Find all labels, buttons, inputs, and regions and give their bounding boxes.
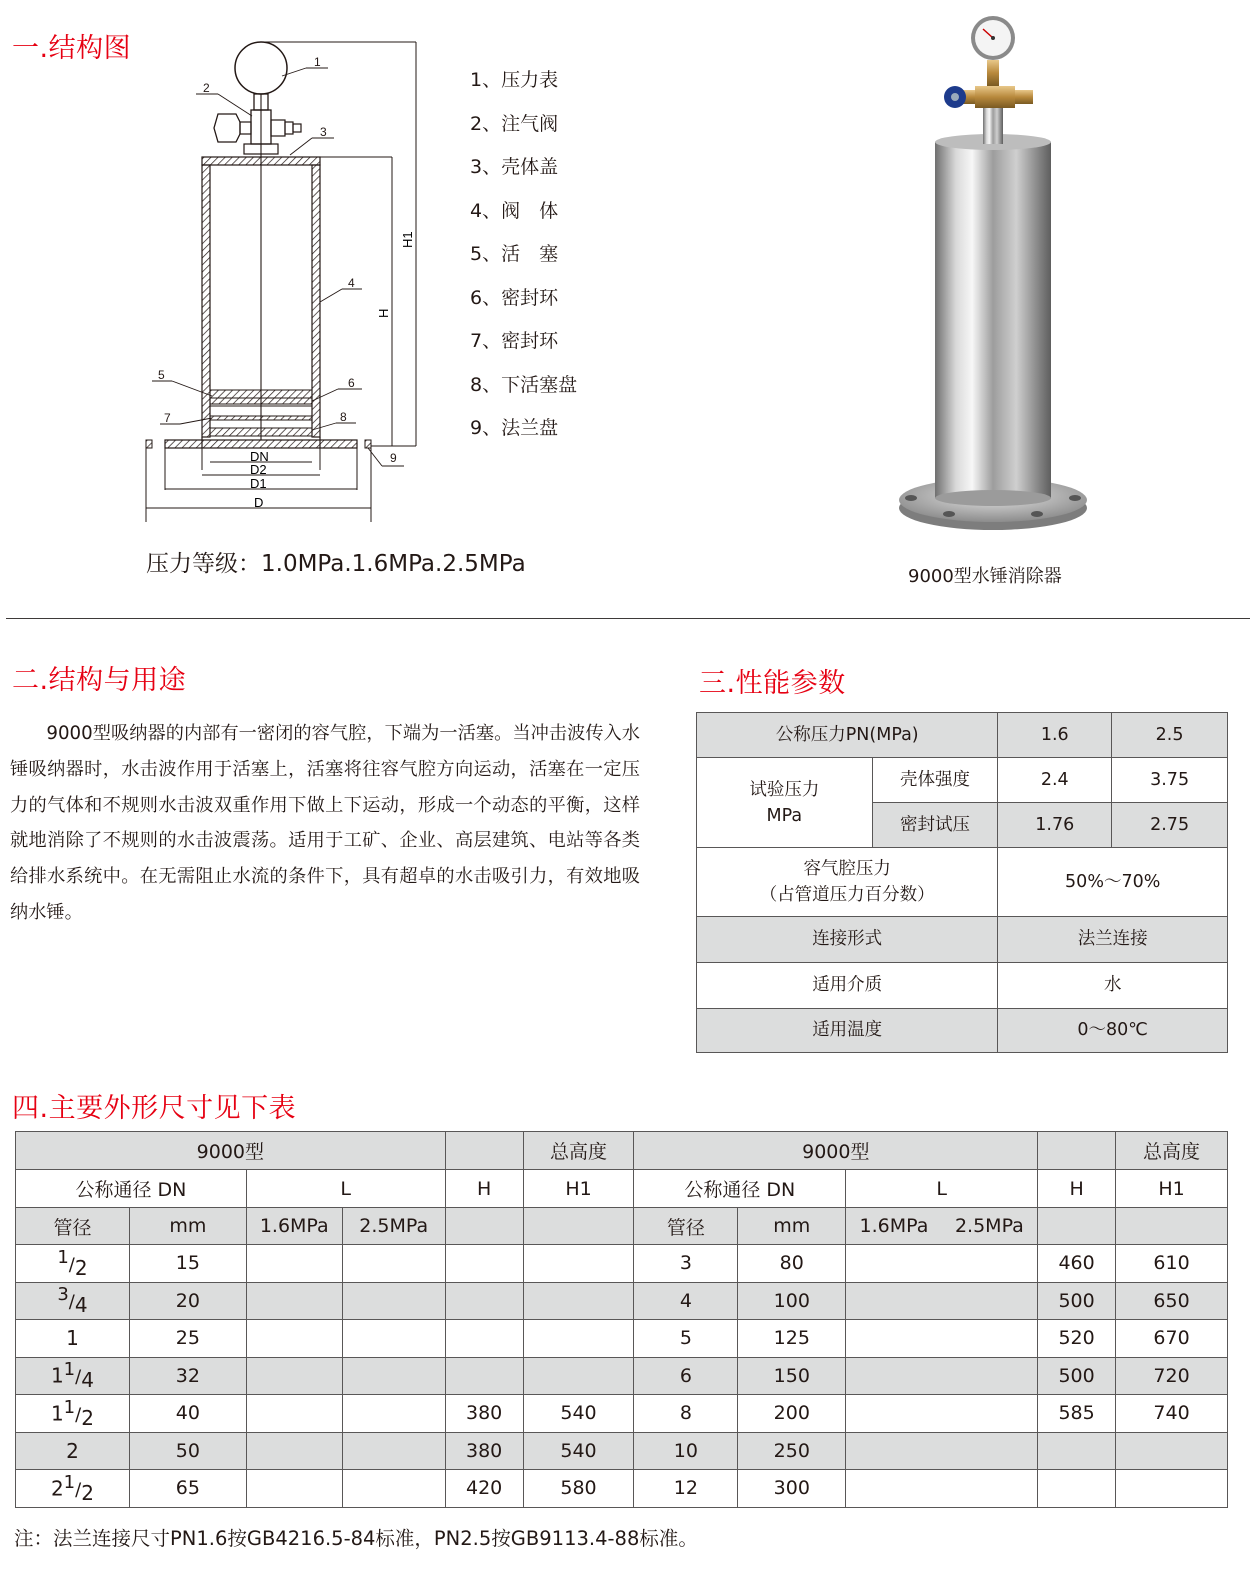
- chamber-pressure-value: 50%～70%: [998, 848, 1228, 916]
- shell-strength-label: 壳体强度: [872, 758, 998, 803]
- total-height-header: 总高度: [523, 1132, 634, 1170]
- l16-cell: [246, 1432, 342, 1470]
- connection-label: 连接形式: [697, 916, 998, 962]
- h1-cell: [523, 1245, 634, 1283]
- pipe-size-cell: [16, 1282, 130, 1320]
- table-row: [697, 916, 1228, 962]
- test-pressure-label: [697, 758, 873, 848]
- h-cell: [445, 1245, 523, 1283]
- dim-d-label: D: [254, 495, 264, 510]
- l25-header: 2.5MPa: [342, 1208, 445, 1245]
- pipe-size-denominator: 2: [81, 1480, 94, 1505]
- svg-text:3: 3: [320, 125, 327, 139]
- pipe-size-denominator: 4: [81, 1368, 94, 1393]
- blank-header: [1038, 1132, 1116, 1170]
- dim-d2-label: D2: [250, 462, 267, 477]
- dim-dn-label: DN: [250, 449, 269, 464]
- h-cell: 585: [1038, 1395, 1116, 1433]
- pressure-grades: 压力等级：1.0MPa.1.6MPa.2.5MPa: [146, 551, 526, 577]
- table-row: [697, 758, 1228, 803]
- section-divider: [6, 618, 1250, 619]
- seal-test-value: 2.75: [1112, 803, 1228, 848]
- l16-cell: [246, 1357, 342, 1395]
- svg-text:2: 2: [203, 81, 210, 95]
- svg-text:6: 6: [348, 376, 355, 390]
- legend-item: 3、壳体盖: [470, 156, 559, 178]
- structure-diagram: [130, 36, 430, 526]
- pn-label: 公称压力PN(MPa): [697, 713, 998, 758]
- mm-cell: 100: [738, 1282, 846, 1320]
- chamber-pressure-label: [697, 848, 998, 916]
- h-cell: 520: [1038, 1320, 1116, 1358]
- h1-cell: 540: [523, 1432, 634, 1470]
- section1-title: 一.结构图: [12, 33, 132, 64]
- fraction-slash: /: [75, 1479, 82, 1501]
- l-header: L: [246, 1170, 445, 1208]
- h1-cell: [1116, 1432, 1228, 1470]
- l16-cell: [846, 1432, 942, 1470]
- pipe-size-cell: 5: [634, 1320, 738, 1358]
- pipe-size-numerator: 1: [57, 1246, 69, 1268]
- l16-cell: [846, 1395, 942, 1433]
- fraction-slash: /: [75, 1404, 82, 1426]
- l25-cell: [342, 1432, 445, 1470]
- l25-cell: [942, 1245, 1038, 1283]
- description-text: 9000型吸纳器的内部有一密闭的容气腔，下端为一活塞。当冲击波传入水锤吸纳器时，水击波作用于活塞上，活塞将往容气腔方向运动，活塞在一定压力的气体和不规则水击波双重作用下做上下运动，形成一个动态的平衡，这样就地消除了不规则的水击波震荡。适用于工矿、企业、高层建筑、电站等各类给排水系统中。在无需阻止水流的条件下，具有超卓的水击吸引力，有效地吸纳水锤。: [10, 723, 640, 923]
- l25-header: 2.5MPa: [942, 1208, 1038, 1245]
- h-cell: 500: [1038, 1282, 1116, 1320]
- medium-label: 适用介质: [697, 962, 998, 1008]
- test-pressure-unit: MPa: [766, 805, 803, 826]
- h-cell: 460: [1038, 1245, 1116, 1283]
- blank-header: [445, 1132, 523, 1170]
- pipe-size-whole: 2: [50, 1476, 64, 1501]
- l25-cell: [342, 1282, 445, 1320]
- h1-cell: 540: [523, 1395, 634, 1433]
- temperature-label: 适用温度: [697, 1008, 998, 1052]
- connection-value: 法兰连接: [998, 916, 1228, 962]
- photo-caption: 9000型水锤消除器: [908, 566, 1062, 587]
- svg-text:5: 5: [158, 368, 165, 382]
- l16-cell: [846, 1320, 942, 1358]
- dim-d1-label: D1: [250, 476, 267, 491]
- h1-header: H1: [523, 1170, 634, 1208]
- svg-text:4: 4: [348, 276, 355, 290]
- pipe-size-cell: 10: [634, 1432, 738, 1470]
- h1-cell: 580: [523, 1470, 634, 1508]
- mm-cell: 40: [129, 1395, 246, 1433]
- legend-item: 8、下活塞盘: [470, 373, 578, 396]
- pipe-size-denominator: 4: [74, 1293, 88, 1318]
- pipe-size-numerator: 1: [63, 1471, 76, 1493]
- table-row: [697, 962, 1228, 1008]
- fraction-slash: /: [68, 1291, 75, 1313]
- legend-item: 2、注气阀: [470, 112, 559, 135]
- pipe-size-numerator: 3: [57, 1284, 69, 1306]
- dim-h1-label: H1: [400, 231, 415, 248]
- mm-cell: 150: [738, 1357, 846, 1395]
- h-cell: 500: [1038, 1357, 1116, 1395]
- seal-test-value: 1.76: [998, 803, 1112, 848]
- h1-cell: 610: [1116, 1245, 1228, 1283]
- pn-value: 1.6: [998, 713, 1112, 758]
- fraction-slash: /: [75, 1366, 82, 1388]
- table-row: [16, 1320, 1228, 1358]
- l16-cell: [246, 1395, 342, 1433]
- legend-item: 1、压力表: [470, 69, 559, 91]
- pipe-size-cell: [16, 1395, 130, 1433]
- l16-header: 1.6MPa: [246, 1208, 342, 1245]
- table-row: [697, 713, 1228, 758]
- pipe-size-whole: 1: [66, 1326, 79, 1351]
- h-cell: 380: [445, 1395, 523, 1433]
- h-cell: 420: [445, 1470, 523, 1508]
- legend-item: 4、阀 体: [470, 199, 559, 222]
- l-header: L: [846, 1170, 1038, 1208]
- l25-cell: [342, 1395, 445, 1433]
- l25-cell: [942, 1357, 1038, 1395]
- legend-item: 6、密封环: [470, 286, 559, 309]
- l25-cell: [342, 1470, 445, 1508]
- medium-value: 水: [998, 962, 1228, 1008]
- dn-header: 公称通径 DN: [634, 1170, 846, 1208]
- pipe-size-numerator: 1: [63, 1359, 76, 1381]
- mm-header: mm: [738, 1208, 846, 1245]
- table-row: [16, 1432, 1228, 1470]
- shell-strength-value: 3.75: [1112, 758, 1228, 803]
- l16-cell: [246, 1470, 342, 1508]
- l16-cell: [846, 1245, 942, 1283]
- pipe-size-cell: 6: [634, 1357, 738, 1395]
- table-row: [697, 1008, 1228, 1052]
- table-row: [16, 1357, 1228, 1395]
- mm-cell: 250: [738, 1432, 846, 1470]
- mm-cell: 65: [129, 1470, 246, 1508]
- mm-cell: 125: [738, 1320, 846, 1358]
- pipe-size-whole: 1: [50, 1401, 64, 1426]
- pipe-size-whole: 1: [50, 1363, 64, 1388]
- mm-cell: 20: [129, 1282, 246, 1320]
- l16-cell: [846, 1357, 942, 1395]
- table-row: [16, 1395, 1228, 1433]
- pipe-size-denominator: 2: [81, 1405, 94, 1430]
- blank-header: [1038, 1208, 1116, 1245]
- h1-cell: 650: [1116, 1282, 1228, 1320]
- table-row: [16, 1208, 1228, 1245]
- table-row: [16, 1170, 1228, 1208]
- h1-cell: 740: [1116, 1395, 1228, 1433]
- legend-item: 7、密封环: [470, 330, 559, 352]
- pipe-size-cell: [16, 1470, 130, 1508]
- mm-cell: 32: [129, 1357, 246, 1395]
- svg-text:7: 7: [164, 411, 171, 425]
- product-photo: [893, 12, 1093, 542]
- h-cell: [1038, 1432, 1116, 1470]
- pipe-size-cell: [16, 1357, 130, 1395]
- l25-cell: [342, 1320, 445, 1358]
- h-header: H: [445, 1170, 523, 1208]
- table-row: [697, 848, 1228, 916]
- pipe-size-cell: 4: [634, 1282, 738, 1320]
- blank-header: [523, 1208, 634, 1245]
- h-cell: 380: [445, 1432, 523, 1470]
- pipe-size-cell: 8: [634, 1395, 738, 1433]
- svg-text:1: 1: [314, 55, 321, 69]
- chamber-pressure-sub: （占管道压力百分数）: [759, 884, 935, 905]
- performance-table: [696, 712, 1228, 1053]
- pipe-size-cell: 12: [634, 1470, 738, 1508]
- h1-cell: [523, 1320, 634, 1358]
- mm-cell: 25: [129, 1320, 246, 1358]
- shell-strength-value: 2.4: [998, 758, 1112, 803]
- section4-title: 四.主要外形尺寸见下表: [12, 1093, 297, 1124]
- pipe-header: 管径: [634, 1208, 738, 1245]
- h1-header: H1: [1116, 1170, 1228, 1208]
- mm-cell: 15: [129, 1245, 246, 1283]
- temperature-value: 0～80℃: [998, 1008, 1228, 1052]
- table-row: [16, 1132, 1228, 1170]
- blank-header: [445, 1208, 523, 1245]
- h-cell: [1038, 1470, 1116, 1508]
- blank-header: [1116, 1208, 1228, 1245]
- model-header: 9000型: [634, 1132, 1038, 1170]
- l25-cell: [342, 1357, 445, 1395]
- standards-note: 注：法兰连接尺寸PN1.6按GB4216.5-84标准，PN2.5按GB9113.4-88标准。: [14, 1527, 698, 1550]
- l25-cell: [942, 1432, 1038, 1470]
- table-row: [16, 1282, 1228, 1320]
- h-cell: [445, 1282, 523, 1320]
- h-cell: [445, 1320, 523, 1358]
- total-height-header: 总高度: [1116, 1132, 1228, 1170]
- l25-cell: [342, 1245, 445, 1283]
- dimensions-table: [15, 1131, 1228, 1508]
- table-row: [16, 1470, 1228, 1508]
- pipe-size-numerator: 1: [63, 1396, 76, 1418]
- l16-cell: [846, 1470, 942, 1508]
- l16-header: 1.6MPa: [846, 1208, 942, 1245]
- fraction-slash: /: [68, 1254, 75, 1276]
- test-pressure-text: 试验压力: [749, 779, 820, 800]
- dn-header: 公称通径 DN: [16, 1170, 247, 1208]
- h1-cell: 670: [1116, 1320, 1228, 1358]
- description-paragraph: [10, 716, 640, 931]
- pipe-size-denominator: 2: [74, 1255, 88, 1280]
- l25-cell: [942, 1320, 1038, 1358]
- mm-cell: 80: [738, 1245, 846, 1283]
- l16-cell: [246, 1282, 342, 1320]
- l25-cell: [942, 1395, 1038, 1433]
- l25-cell: [942, 1470, 1038, 1508]
- h1-cell: [523, 1357, 634, 1395]
- l16-cell: [246, 1245, 342, 1283]
- pn-value: 2.5: [1112, 713, 1228, 758]
- l16-cell: [846, 1282, 942, 1320]
- pipe-header: 管径: [16, 1208, 130, 1245]
- mm-cell: 200: [738, 1395, 846, 1433]
- svg-text:8: 8: [340, 410, 347, 424]
- legend-item: 5、活 塞: [470, 243, 559, 265]
- h1-cell: 720: [1116, 1357, 1228, 1395]
- h1-cell: [1116, 1470, 1228, 1508]
- table-row: [16, 1245, 1228, 1283]
- l25-cell: [942, 1282, 1038, 1320]
- h-cell: [445, 1357, 523, 1395]
- section3-title: 三.性能参数: [699, 668, 846, 699]
- model-header: 9000型: [16, 1132, 446, 1170]
- pipe-size-cell: 3: [634, 1245, 738, 1283]
- pipe-size-whole: 2: [66, 1438, 79, 1463]
- dim-h-label: H: [376, 308, 391, 318]
- component-legend: [470, 66, 577, 458]
- mm-cell: 300: [738, 1470, 846, 1508]
- mm-header: mm: [129, 1208, 246, 1245]
- legend-item: 9、法兰盘: [470, 417, 559, 439]
- pipe-size-cell: [16, 1432, 130, 1470]
- h-header: H: [1038, 1170, 1116, 1208]
- mm-cell: 50: [129, 1432, 246, 1470]
- l16-cell: [246, 1320, 342, 1358]
- seal-test-label: 密封试压: [872, 803, 998, 848]
- svg-text:9: 9: [390, 451, 397, 465]
- h1-cell: [523, 1282, 634, 1320]
- chamber-pressure-text: 容气腔压力: [803, 858, 891, 879]
- pipe-size-cell: [16, 1320, 130, 1358]
- pipe-size-cell: [16, 1245, 130, 1283]
- section2-title: 二.结构与用途: [12, 665, 187, 696]
